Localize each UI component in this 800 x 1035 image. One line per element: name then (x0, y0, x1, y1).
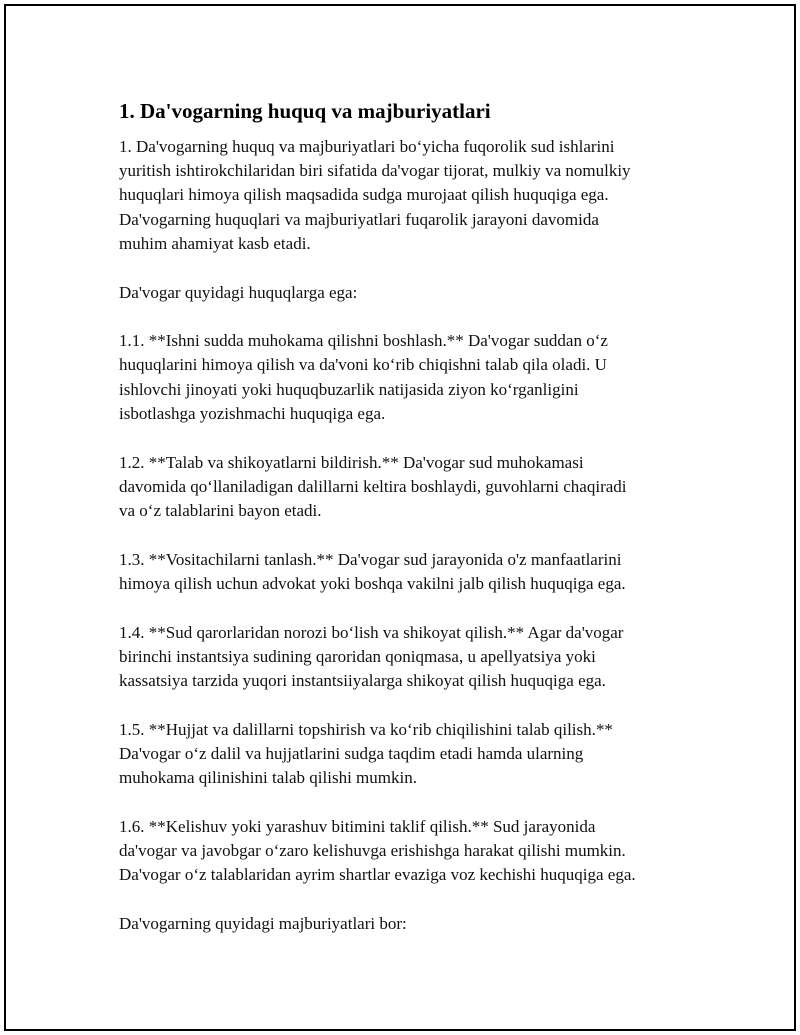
paragraph-line: Da'vogarning quyidagi majburiyatlari bor: (119, 913, 407, 933)
paragraph-line: 1.1. **Ishni sudda muhokama qilishni boshlash.** Da'vogar suddan o‘z (119, 331, 608, 351)
paragraph-line: Da'vogar o‘z talablaridan ayrim shartlar evaziga voz kechishi huquqiga ega. (119, 865, 636, 885)
paragraph-line: 1.6. **Kelishuv yoki yarashuv bitimini taklif qilish.** Sud jarayonida (119, 816, 596, 836)
paragraph-line: 1. Da'vogarning huquq va majburiyatlari bo‘yicha fuqorolik sud ishlarini (119, 137, 615, 156)
paragraph-line: ishlovchi jinoyati yoki huquqbuzarlik natijasida ziyon ko‘rganligini (119, 379, 579, 399)
document-body (119, 98, 699, 961)
paragraph-line: muhim ahamiyat kasb etadi. (119, 233, 311, 253)
paragraph (119, 451, 699, 524)
paragraph-line: kassatsiya tarzida yuqori instantsiiyalarga shikoyat qilish huquqiga ega. (119, 670, 606, 690)
paragraph-line: 1.4. **Sud qarorlaridan norozi bo‘lish va shikoyat qilish.** Agar da'vogar (119, 622, 624, 642)
page-border (4, 4, 796, 1031)
paragraph (119, 329, 699, 426)
paragraph-line: va o‘z talablarini bayon etadi. (119, 500, 322, 520)
paragraph-line: davomida qo‘llaniladigan dalillarni keltira boshlaydi, guvohlarni chaqiradi (119, 476, 627, 496)
paragraph (119, 718, 699, 791)
paragraph-line: isbotlashga yozishmachi huquqiga ega. (119, 403, 386, 423)
paragraph-list (119, 135, 699, 936)
paragraph (119, 815, 699, 888)
paragraph-line: 1.2. **Talab va shikoyatlarni bildirish.** Da'vogar sud muhokamasi (119, 452, 584, 472)
paragraph (119, 281, 699, 305)
paragraph-line: huquqlari himoya qilish maqsadida sudga murojaat qilish huquqiga ega. (119, 185, 609, 205)
paragraph (119, 135, 699, 256)
paragraph-line: 1.5. **Hujjat va dalillarni topshirish va ko‘rib chiqilishini talab qilish.** (119, 719, 613, 739)
paragraph (119, 912, 699, 936)
paragraph-line: da'vogar va javobgar o‘zaro kelishuvga erishishga harakat qilishi mumkin. (119, 840, 626, 860)
paragraph-line: yuritish ishtirokchilaridan biri sifatida da'vogar tijorat, mulkiy va nomulkiy (119, 161, 631, 181)
paragraph-line: Da'vogar quyidagi huquqlarga ega: (119, 282, 358, 302)
paragraph-line: 1.3. **Vositachilarni tanlash.** Da'vogar sud jarayonida o'z manfaatlarini (119, 549, 622, 569)
paragraph-line: muhokama qilinishini talab qilishi mumkin. (119, 768, 417, 788)
paragraph (119, 548, 699, 596)
paragraph-line: Da'vogar o‘z dalil va hujjatlarini sudga taqdim etadi hamda ularning (119, 743, 584, 763)
paragraph (119, 621, 699, 694)
paragraph-line: Da'vogarning huquqlari va majburiyatlari fuqarolik jarayoni davomida (119, 209, 599, 229)
paragraph-line: huquqlarini himoya qilish va da'voni ko‘rib chiqishni talab qila oladi. U (119, 355, 607, 375)
document-title: 1. Da'vogarning huquq va majburiyatlari (119, 99, 491, 123)
paragraph-line: himoya qilish uchun advokat yoki boshqa vakilni jalb qilish huquqiga ega. (119, 573, 626, 593)
paragraph-line: birinchi instantsiya sudining qaroridan qoniqmasa, u apellyatsiya yoki (119, 646, 596, 666)
